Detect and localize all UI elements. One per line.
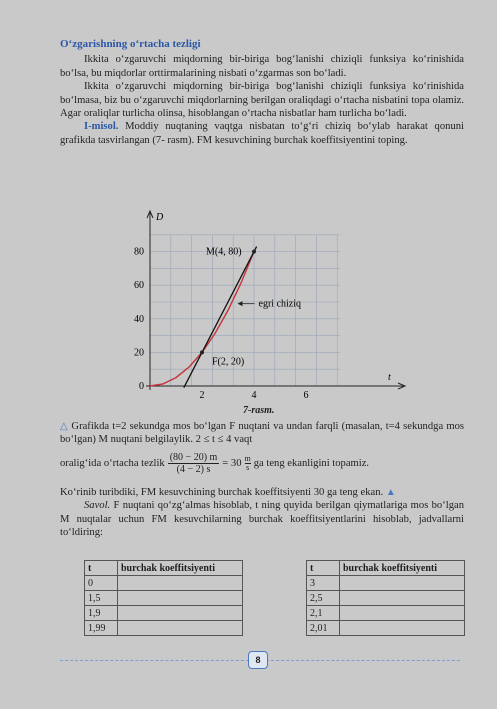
y-tick-label: 20	[134, 347, 144, 359]
point-m-label: M(4, 80)	[206, 246, 242, 258]
table-row	[85, 576, 243, 591]
table-cell-t: 1,9	[85, 606, 118, 621]
table-right	[306, 560, 465, 636]
table-cell-t: 1,99	[85, 621, 118, 636]
table-row	[85, 606, 243, 621]
curve-label: egri chiziq	[258, 298, 301, 310]
x-axis-label: t	[388, 372, 391, 383]
graph-labels	[134, 212, 391, 401]
conclusion-block	[60, 486, 464, 540]
table-cell-empty[interactable]	[340, 576, 465, 591]
paragraph-1: Ikkita o‘zgaruvchi miqdorning bir-biriga bog‘lanishi chiziqli funksiya ko‘rinishida bo‘lsa, bu miqdorlar orttirmalarining nisbati o‘zgarmas son bo‘ladi.	[60, 54, 464, 79]
table-header-t: t	[85, 561, 118, 576]
example-label: I-misol.	[84, 121, 119, 133]
table-header-coefficient: burchak koeffitsiyenti	[118, 561, 243, 576]
table-cell-t: 3	[307, 576, 340, 591]
page-text	[60, 38, 464, 147]
conclusion-text: Ko‘rinib turibdiki, FM kesuvchining burchak koeffitsiyenti 30 ga teng ekan.	[60, 487, 384, 498]
table-row	[85, 621, 243, 636]
motion-graph	[120, 208, 410, 423]
y-axis-label: D	[156, 212, 164, 223]
point-f	[200, 350, 204, 354]
table-cell-empty[interactable]	[340, 606, 465, 621]
question-label: Savol.	[84, 500, 111, 512]
x-tick-label: 6	[303, 390, 309, 401]
unit-denominator: s	[246, 463, 250, 472]
formula-suffix: ga teng ekanligini topamiz.	[253, 458, 370, 469]
unit-fraction	[245, 455, 251, 472]
table-row	[307, 621, 465, 636]
graph-grid	[150, 235, 340, 386]
example-paragraph	[60, 120, 464, 147]
conclusion-line	[60, 486, 464, 499]
table-row	[307, 606, 465, 621]
example-text: Moddiy nuqtaning vaqtga nisbatan to‘g‘ri chiziq bo‘ylab harakat qonuni grafikda tasvirlangan (7- rasm). FM kesuvchining burchak koeffitsiyentini toping.	[60, 121, 464, 146]
point-m	[252, 250, 256, 254]
formula-line	[60, 452, 464, 475]
table-cell-t: 1,5	[85, 591, 118, 606]
y-tick-label: 0	[139, 381, 144, 392]
table-cell-empty[interactable]	[118, 621, 243, 636]
paragraph-2: Ikkita o‘zgaruvchi miqdorning bir-biriga bog‘lanishi chiziqli funksiya ko‘rinishida bo‘lmasa, biz bu o‘zgaruvchi miqdorlarning berilgan oraliqdagi o‘rtacha nisbatini topa olamiz. Agar oraliqlar turlicha olinsa, hisoblangan o‘rtacha nisbatlar ham turlicha bo‘ladi.	[60, 81, 464, 120]
table-cell-t: 0	[85, 576, 118, 591]
table-cell-empty[interactable]	[340, 621, 465, 636]
explanation-body: Grafikda t=2 sekundga mos bo‘lgan F nuqtani va undan farqli (masalan, t=4 sekundga mos bo‘lgan) M nuqtani belgilaylik. 2 ≤ t ≤ 4 vaqt	[60, 421, 464, 446]
figure-caption: 7-rasm.	[243, 405, 275, 416]
page-number: 8	[248, 651, 268, 669]
table-cell-empty[interactable]	[118, 576, 243, 591]
table-header-coefficient: burchak koeffitsiyenti	[340, 561, 465, 576]
table-cell-t: 2,01	[307, 621, 340, 636]
formula-equals: = 30	[222, 458, 242, 469]
question-paragraph	[60, 499, 464, 539]
table-header-t: t	[307, 561, 340, 576]
table-row	[307, 591, 465, 606]
formula-numerator: (80 − 20) m	[169, 452, 218, 463]
table-header-row	[85, 561, 243, 576]
table-left	[84, 560, 243, 636]
x-tick-label: 2	[199, 390, 205, 401]
triangle-icon: ▲	[385, 487, 396, 498]
table-cell-t: 2,1	[307, 606, 340, 621]
table-cell-empty[interactable]	[118, 606, 243, 621]
table-row	[307, 576, 465, 591]
triangle-icon: △	[60, 421, 69, 432]
x-tick-label: 4	[251, 390, 257, 401]
table-header-row	[307, 561, 465, 576]
formula-denominator: (4 − 2) s	[176, 464, 211, 475]
explanation-text	[60, 420, 464, 447]
table-row	[85, 591, 243, 606]
formula-prefix: oralig‘ida o‘rtacha tezlik	[60, 458, 165, 469]
table-cell-t: 2,5	[307, 591, 340, 606]
point-f-label: F(2, 20)	[212, 356, 245, 368]
unit-numerator: m	[244, 454, 251, 463]
table-cell-empty[interactable]	[118, 591, 243, 606]
table-cell-empty[interactable]	[340, 591, 465, 606]
y-tick-label: 60	[134, 280, 144, 292]
y-tick-label: 80	[134, 246, 144, 258]
formula-fraction	[168, 452, 220, 475]
question-text: F nuqtani qo‘zg‘almas hisoblab, t ning quyida berilgan qiymatlariga mos bo‘lgan M nuqtalar uchun FM kesuvchilarning burchak koeffitsiyentlarini hisoblab, jadvallarni to‘ldiring:	[60, 500, 464, 539]
section-heading: O‘zgarishning o‘rtacha tezligi	[60, 38, 201, 50]
y-tick-label: 40	[134, 313, 144, 325]
